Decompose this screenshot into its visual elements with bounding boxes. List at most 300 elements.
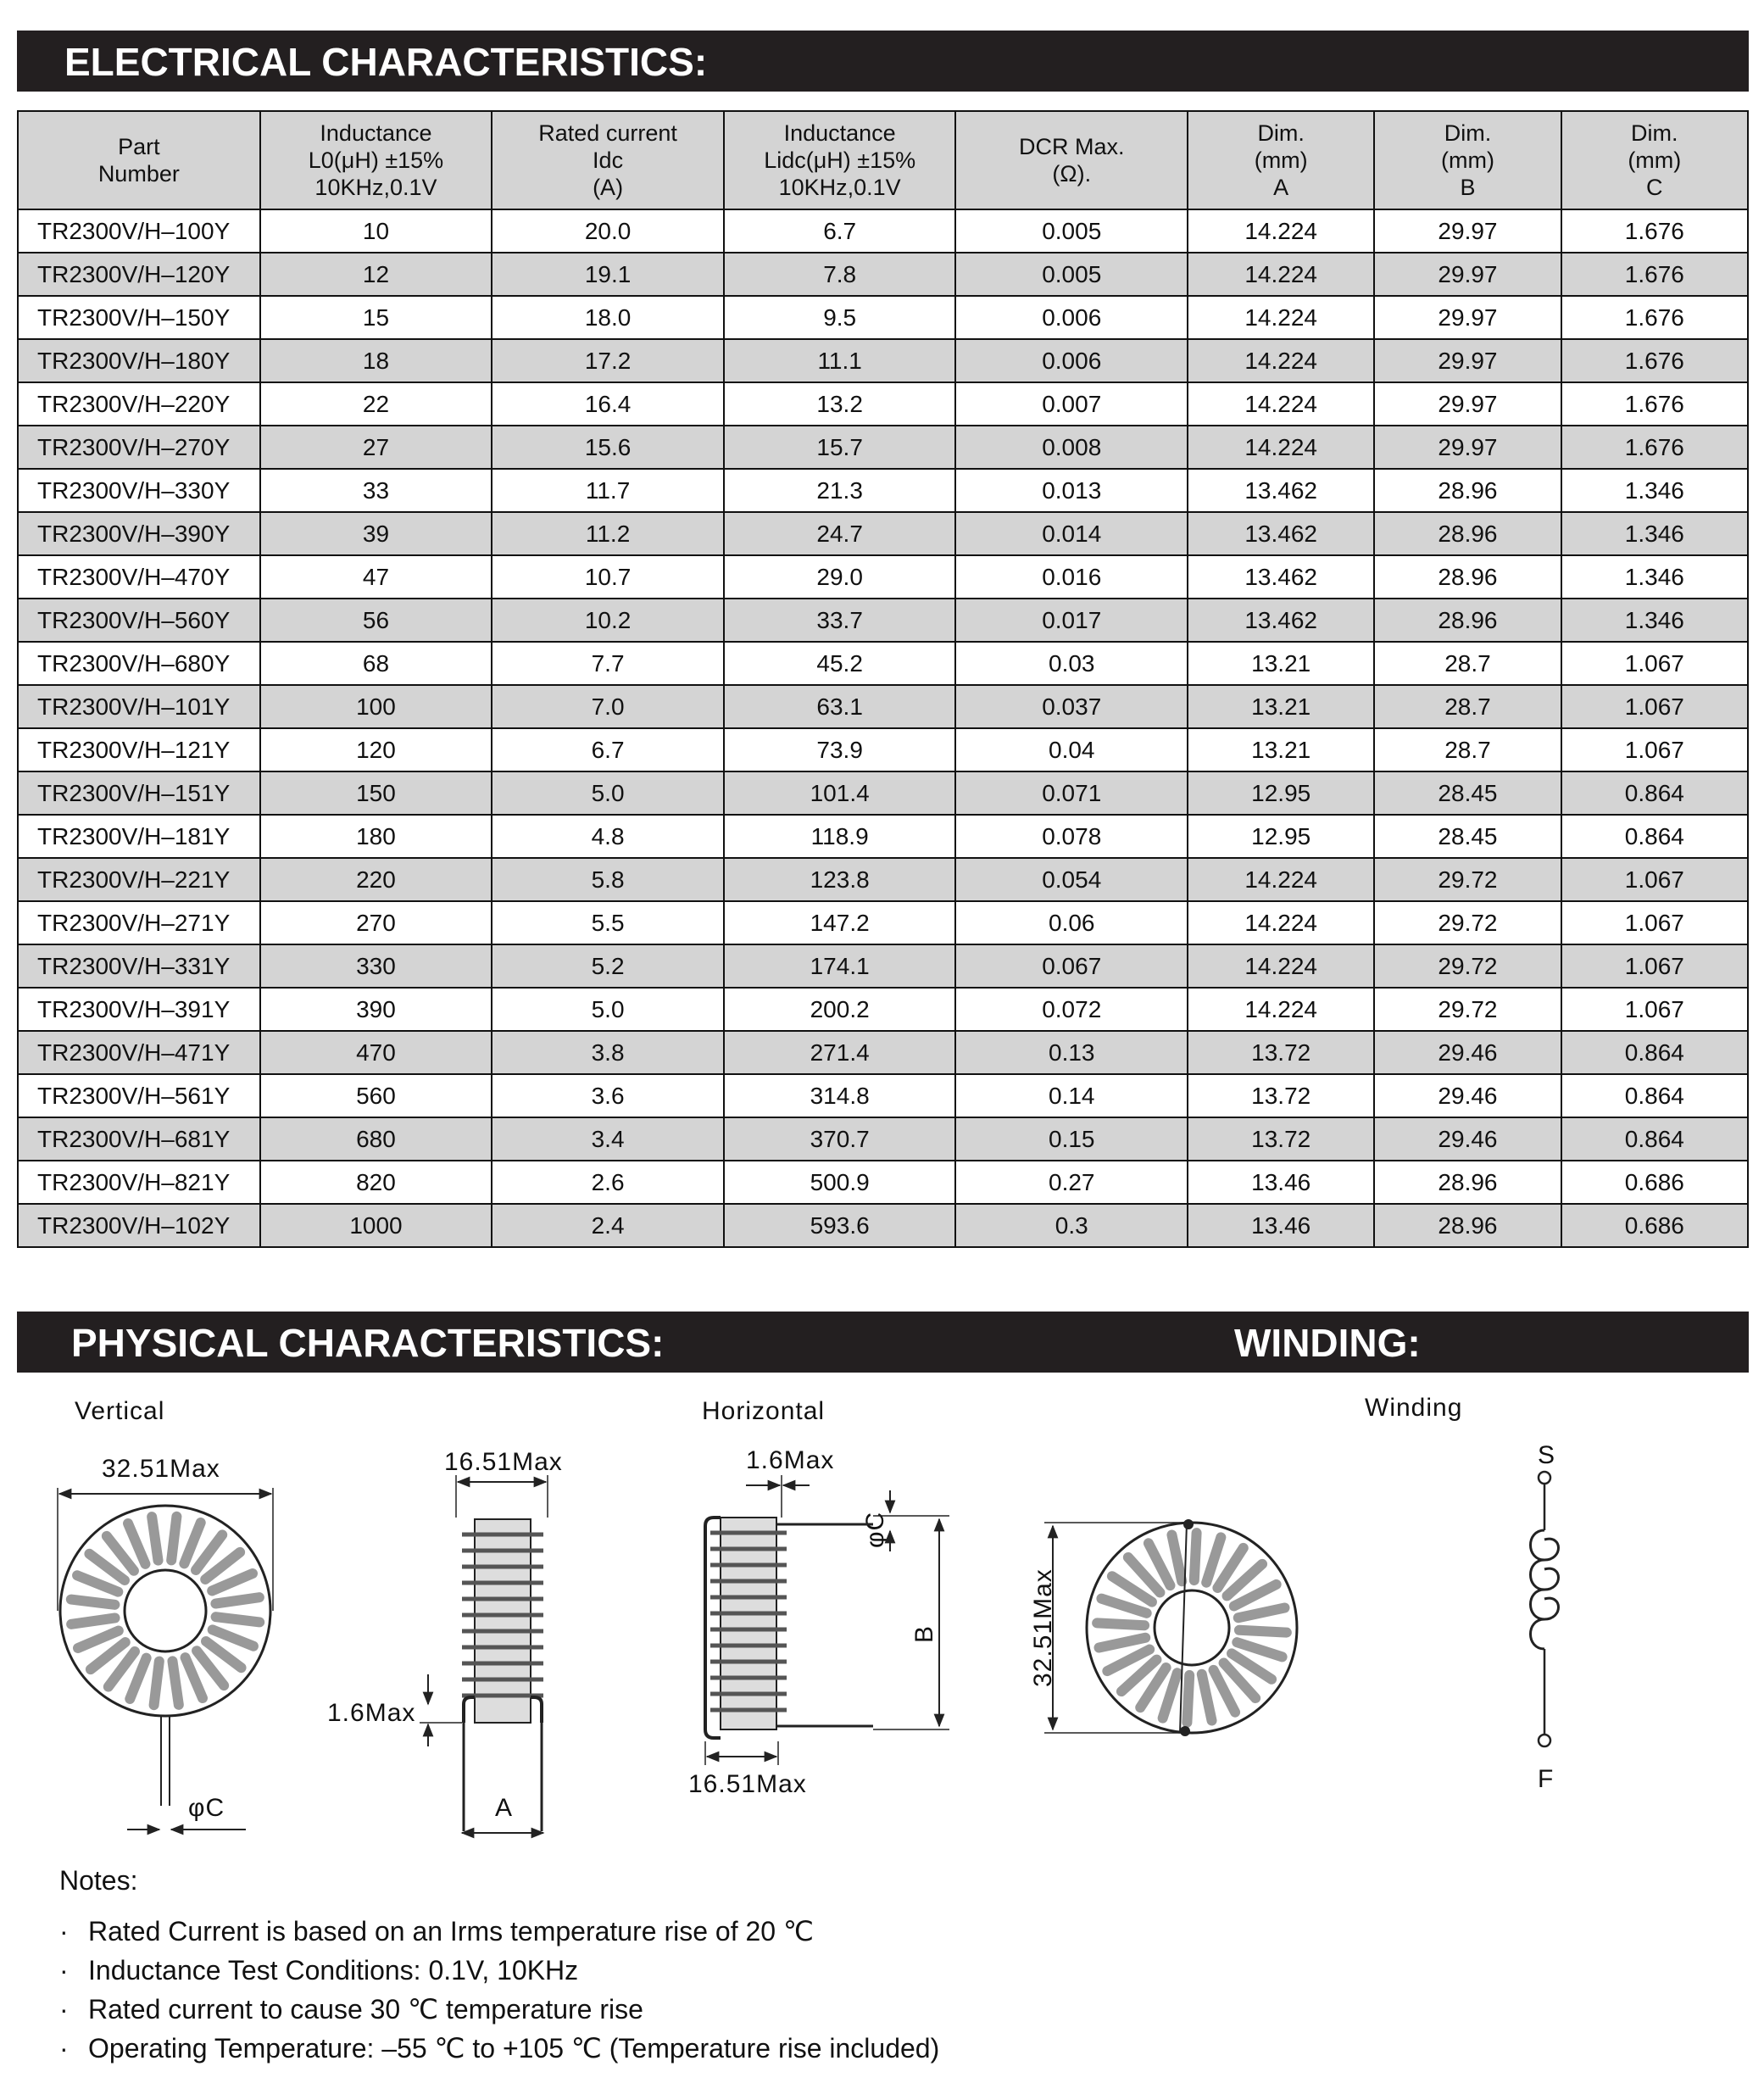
- table-cell: 3.4: [492, 1117, 724, 1161]
- winding-turn: [1194, 1533, 1197, 1580]
- part-number-cell: TR2300V/H–120Y: [18, 253, 260, 296]
- winding-turn: [184, 1523, 200, 1563]
- part-number-cell: TR2300V/H–821Y: [18, 1161, 260, 1204]
- header-line: (A): [593, 175, 624, 200]
- table-row: [18, 1031, 1748, 1074]
- table-cell: 0.864: [1561, 815, 1748, 858]
- table-cell: 174.1: [724, 944, 956, 988]
- table-cell: 13.21: [1188, 642, 1374, 685]
- note-item: [59, 1990, 939, 2029]
- header-line: L0(μH) ±15%: [308, 148, 444, 173]
- table-cell: 29.46: [1374, 1074, 1561, 1117]
- table-cell: 0.04: [955, 728, 1188, 771]
- vertical-toroid-front-drawing: [58, 1488, 273, 1830]
- vertical-toroid-side-drawing: [420, 1475, 548, 1833]
- table-cell: 12.95: [1188, 771, 1374, 815]
- table-cell: 33.7: [724, 599, 956, 642]
- table-cell: 593.6: [724, 1204, 956, 1247]
- table-cell: 29.97: [1374, 296, 1561, 339]
- header-line: Dim.: [1257, 120, 1305, 146]
- bullet-icon: ·: [59, 1916, 69, 1947]
- table-cell: 10.2: [492, 599, 724, 642]
- table-cell: 1.676: [1561, 426, 1748, 469]
- table-cell: 180: [260, 815, 492, 858]
- table-cell: 73.9: [724, 728, 956, 771]
- table-cell: 1.067: [1561, 901, 1748, 944]
- table-cell: 1.067: [1561, 642, 1748, 685]
- winding-turn: [171, 1517, 176, 1561]
- table-cell: 29.97: [1374, 209, 1561, 253]
- winding-schematic-drawing: [1531, 1472, 1559, 1746]
- part-number-cell: TR2300V/H–391Y: [18, 988, 260, 1031]
- winding-turn: [77, 1575, 118, 1591]
- table-cell: 100: [260, 685, 492, 728]
- part-number-cell: TR2300V/H–390Y: [18, 512, 260, 555]
- table-cell: 15.7: [724, 426, 956, 469]
- table-cell: 0.016: [955, 555, 1188, 599]
- header-line: (mm): [1440, 148, 1494, 173]
- table-cell: 0.686: [1561, 1204, 1748, 1247]
- table-cell: 10: [260, 209, 492, 253]
- table-cell: 14.224: [1188, 858, 1374, 901]
- table-cell: 0.067: [955, 944, 1188, 988]
- table-cell: 330: [260, 944, 492, 988]
- table-cell: 14.224: [1188, 944, 1374, 988]
- table-cell: 101.4: [724, 771, 956, 815]
- horizontal-toroid-front-drawing: [1044, 1520, 1297, 1735]
- header-cell: [1188, 111, 1374, 209]
- winding-turn: [128, 1523, 145, 1564]
- table-cell: 1.676: [1561, 253, 1748, 296]
- electrical-characteristics-table: [17, 110, 1749, 1248]
- header-line: A: [1273, 175, 1289, 200]
- table-cell: 0.005: [955, 209, 1188, 253]
- part-number-cell: TR2300V/H–181Y: [18, 815, 260, 858]
- table-cell: 28.96: [1374, 599, 1561, 642]
- vertical-width-label: 16.51Max: [444, 1448, 563, 1476]
- table-cell: 0.013: [955, 469, 1188, 512]
- table-cell: 1.067: [1561, 685, 1748, 728]
- table-cell: 68: [260, 642, 492, 685]
- table-cell: 28.7: [1374, 642, 1561, 685]
- table-cell: 13.72: [1188, 1117, 1374, 1161]
- winding-turn: [71, 1600, 115, 1605]
- table-cell: 29.97: [1374, 253, 1561, 296]
- table-cell: 6.7: [724, 209, 956, 253]
- header-cell: [1374, 111, 1561, 209]
- table-cell: 500.9: [724, 1161, 956, 1204]
- table-cell: 0.054: [955, 858, 1188, 901]
- part-number-cell: TR2300V/H–100Y: [18, 209, 260, 253]
- table-cell: 271.4: [724, 1031, 956, 1074]
- table-cell: 0.14: [955, 1074, 1188, 1117]
- table-cell: 1.676: [1561, 209, 1748, 253]
- winding-turn: [1202, 1674, 1212, 1721]
- table-cell: 13.21: [1188, 728, 1374, 771]
- table-cell: 28.96: [1374, 1204, 1561, 1247]
- table-cell: 0.008: [955, 426, 1188, 469]
- table-cell: 9.5: [724, 296, 956, 339]
- table-cell: 21.3: [724, 469, 956, 512]
- part-number-cell: TR2300V/H–471Y: [18, 1031, 260, 1074]
- table-row: [18, 426, 1748, 469]
- table-cell: 1.346: [1561, 469, 1748, 512]
- physical-diagrams: [0, 1382, 1764, 1857]
- physical-section-header: [17, 1312, 1749, 1373]
- table-cell: 29.72: [1374, 901, 1561, 944]
- table-row: [18, 1161, 1748, 1204]
- table-cell: 5.5: [492, 901, 724, 944]
- header-line: Inductance: [320, 120, 432, 146]
- table-cell: 118.9: [724, 815, 956, 858]
- table-cell: 4.8: [492, 815, 724, 858]
- table-cell: 29.72: [1374, 858, 1561, 901]
- table-cell: 18.0: [492, 296, 724, 339]
- table-cell: 0.864: [1561, 771, 1748, 815]
- note-text: Rated current to cause 30 ℃ temperature rise: [88, 1994, 643, 2025]
- note-text: Inductance Test Conditions: 0.1V, 10KHz: [88, 1955, 579, 1986]
- header-line: Lidc(μH) ±15%: [764, 148, 916, 173]
- table-cell: 0.014: [955, 512, 1188, 555]
- table-cell: 29.97: [1374, 382, 1561, 426]
- table-cell: 29.97: [1374, 339, 1561, 382]
- table-cell: 270: [260, 901, 492, 944]
- part-number-cell: TR2300V/H–180Y: [18, 339, 260, 382]
- table-cell: 1.067: [1561, 988, 1748, 1031]
- notes-list: [59, 1912, 939, 2068]
- table-cell: 0.072: [955, 988, 1188, 1031]
- header-line: (Ω).: [1052, 161, 1092, 187]
- table-cell: 29.46: [1374, 1117, 1561, 1161]
- table-cell: 20.0: [492, 209, 724, 253]
- part-number-cell: TR2300V/H–221Y: [18, 858, 260, 901]
- part-number-cell: TR2300V/H–470Y: [18, 555, 260, 599]
- header-line: 10KHz,0.1V: [778, 175, 901, 200]
- table-cell: 63.1: [724, 685, 956, 728]
- table-cell: 13.462: [1188, 469, 1374, 512]
- table-cell: 14.224: [1188, 426, 1374, 469]
- winding-title: Winding: [1365, 1394, 1463, 1422]
- table-row: [18, 1117, 1748, 1161]
- table-cell: 5.0: [492, 988, 724, 1031]
- table-cell: 29.97: [1374, 426, 1561, 469]
- header-cell: [18, 111, 260, 209]
- part-number-cell: TR2300V/H–331Y: [18, 944, 260, 988]
- table-cell: 1000: [260, 1204, 492, 1247]
- table-row: [18, 555, 1748, 599]
- horizontal-toroid-side-drawing: [705, 1475, 949, 1765]
- table-cell: 370.7: [724, 1117, 956, 1161]
- header-line: Number: [97, 161, 180, 187]
- table-cell: 1.067: [1561, 728, 1748, 771]
- note-text: Operating Temperature: –55 ℃ to +105 ℃ (Temperature rise included): [88, 2033, 940, 2064]
- notes-section: [59, 1865, 939, 2068]
- part-number-cell: TR2300V/H–271Y: [18, 901, 260, 944]
- table-cell: 13.21: [1188, 685, 1374, 728]
- header-line: Part: [118, 134, 160, 159]
- table-cell: 13.46: [1188, 1161, 1374, 1204]
- table-cell: 0.06: [955, 901, 1188, 944]
- vertical-lead-label: 1.6Max: [327, 1699, 416, 1727]
- vertical-diameter-label: 32.51Max: [102, 1455, 220, 1483]
- table-cell: 56: [260, 599, 492, 642]
- table-row: [18, 296, 1748, 339]
- table-cell: 29.72: [1374, 944, 1561, 988]
- table-cell: 16.4: [492, 382, 724, 426]
- note-text: Rated Current is based on an Irms temperature rise of 20 ℃: [88, 1916, 814, 1947]
- winding-turn: [1237, 1642, 1282, 1657]
- table-cell: 28.96: [1374, 555, 1561, 599]
- table-cell: 1.067: [1561, 944, 1748, 988]
- part-number-cell: TR2300V/H–150Y: [18, 296, 260, 339]
- winding-turn: [154, 1662, 159, 1706]
- header-line: B: [1460, 175, 1476, 200]
- table-cell: 45.2: [724, 642, 956, 685]
- table-cell: 13.2: [724, 382, 956, 426]
- winding-finish-label: F: [1538, 1765, 1555, 1793]
- winding-turn: [212, 1573, 253, 1590]
- table-cell: 0.078: [955, 815, 1188, 858]
- diagram-drawings: [0, 1382, 1764, 1857]
- table-cell: 0.864: [1561, 1031, 1748, 1074]
- winding-turn: [1099, 1638, 1146, 1648]
- vertical-a-label: A: [495, 1794, 514, 1822]
- table-cell: 10.7: [492, 555, 724, 599]
- header-line: Dim.: [1631, 120, 1678, 146]
- table-cell: 1.067: [1561, 858, 1748, 901]
- horizontal-lead-label: 1.6Max: [746, 1446, 835, 1474]
- table-cell: 0.864: [1561, 1074, 1748, 1117]
- header-line: Inductance: [783, 120, 896, 146]
- table-cell: 27: [260, 426, 492, 469]
- table-cell: 5.0: [492, 771, 724, 815]
- table-cell: 13.462: [1188, 512, 1374, 555]
- winding-turn: [1101, 1599, 1146, 1613]
- table-cell: 200.2: [724, 988, 956, 1031]
- table-cell: 7.8: [724, 253, 956, 296]
- table-cell: 560: [260, 1074, 492, 1117]
- winding-turn: [1163, 1673, 1177, 1718]
- table-cell: 22: [260, 382, 492, 426]
- header-cell: [1561, 111, 1748, 209]
- notes-title: Notes:: [59, 1865, 138, 1896]
- table-cell: 0.3: [955, 1204, 1188, 1247]
- table-cell: 5.8: [492, 858, 724, 901]
- table-cell: 17.2: [492, 339, 724, 382]
- table-row: [18, 512, 1748, 555]
- winding-turn: [1238, 1607, 1285, 1618]
- winding-turn: [130, 1658, 146, 1699]
- table-cell: 0.864: [1561, 1117, 1748, 1161]
- part-number-cell: TR2300V/H–101Y: [18, 685, 260, 728]
- winding-turn: [213, 1629, 253, 1646]
- table-cell: 14.224: [1188, 209, 1374, 253]
- part-number-cell: TR2300V/H–270Y: [18, 426, 260, 469]
- electrical-section-title: ELECTRICAL CHARACTERISTICS:: [64, 40, 708, 84]
- part-number-cell: TR2300V/H–220Y: [18, 382, 260, 426]
- table-cell: 1.676: [1561, 382, 1748, 426]
- table-cell: 28.96: [1374, 1161, 1561, 1204]
- table-cell: 14.224: [1188, 339, 1374, 382]
- horizontal-title: Horizontal: [702, 1397, 826, 1425]
- table-cell: 12: [260, 253, 492, 296]
- horizontal-phi-c-label: φC: [861, 1511, 889, 1548]
- table-row: [18, 685, 1748, 728]
- table-cell: 11.2: [492, 512, 724, 555]
- note-item: [59, 1951, 939, 1990]
- horizontal-diameter-label: 32.51Max: [1029, 1568, 1057, 1687]
- table-cell: 28.7: [1374, 685, 1561, 728]
- vertical-title: Vertical: [75, 1397, 165, 1425]
- bullet-icon: ·: [59, 1994, 69, 2025]
- winding-turn: [216, 1617, 260, 1622]
- table-cell: 13.72: [1188, 1031, 1374, 1074]
- table-row: [18, 1204, 1748, 1247]
- table-cell: 13.46: [1188, 1204, 1374, 1247]
- table-cell: 14.224: [1188, 988, 1374, 1031]
- table-row: [18, 858, 1748, 901]
- table-row: [18, 1074, 1748, 1117]
- winding-section-title: WINDING:: [1234, 1321, 1421, 1365]
- table-body: [18, 209, 1748, 1247]
- note-item: [59, 1912, 939, 1951]
- table-cell: 39: [260, 512, 492, 555]
- table-cell: 150: [260, 771, 492, 815]
- table-cell: 0.13: [955, 1031, 1188, 1074]
- table-cell: 0.006: [955, 296, 1188, 339]
- table-row: [18, 944, 1748, 988]
- winding-turn: [1206, 1537, 1221, 1582]
- table-cell: 13.462: [1188, 555, 1374, 599]
- table-cell: 28.96: [1374, 512, 1561, 555]
- horizontal-b-label: B: [910, 1624, 938, 1643]
- part-number-cell: TR2300V/H–121Y: [18, 728, 260, 771]
- table-header-row: [18, 111, 1748, 209]
- table-cell: 390: [260, 988, 492, 1031]
- winding-turn: [1171, 1535, 1182, 1582]
- table-row: [18, 339, 1748, 382]
- winding-start-label: S: [1538, 1441, 1556, 1469]
- table-row: [18, 382, 1748, 426]
- table-row: [18, 599, 1748, 642]
- table-row: [18, 901, 1748, 944]
- winding-turn: [186, 1657, 203, 1698]
- table-cell: 0.15: [955, 1117, 1188, 1161]
- table-cell: 28.7: [1374, 728, 1561, 771]
- table-cell: 314.8: [724, 1074, 956, 1117]
- table-cell: 220: [260, 858, 492, 901]
- table-cell: 11.7: [492, 469, 724, 512]
- table-cell: 14.224: [1188, 296, 1374, 339]
- header-cell: [955, 111, 1188, 209]
- header-line: Rated current: [538, 120, 677, 146]
- table-cell: 13.72: [1188, 1074, 1374, 1117]
- table-cell: 14.224: [1188, 901, 1374, 944]
- table-row: [18, 728, 1748, 771]
- table-cell: 123.8: [724, 858, 956, 901]
- table-cell: 29.0: [724, 555, 956, 599]
- vertical-phi-c-label: φC: [188, 1794, 225, 1822]
- table-cell: 0.686: [1561, 1161, 1748, 1204]
- table-cell: 5.2: [492, 944, 724, 988]
- table-row: [18, 815, 1748, 858]
- winding-turn: [1187, 1675, 1189, 1723]
- table-row: [18, 771, 1748, 815]
- table-cell: 11.1: [724, 339, 956, 382]
- table-cell: 15.6: [492, 426, 724, 469]
- header-line: C: [1646, 175, 1663, 200]
- table-cell: 13.462: [1188, 599, 1374, 642]
- table-cell: 147.2: [724, 901, 956, 944]
- table-cell: 120: [260, 728, 492, 771]
- header-line: Dim.: [1444, 120, 1492, 146]
- table-cell: 3.6: [492, 1074, 724, 1117]
- table-cell: 3.8: [492, 1031, 724, 1074]
- table-cell: 28.45: [1374, 771, 1561, 815]
- part-number-cell: TR2300V/H–330Y: [18, 469, 260, 512]
- winding-turn: [152, 1517, 158, 1560]
- table-cell: 0.005: [955, 253, 1188, 296]
- table-cell: 2.6: [492, 1161, 724, 1204]
- table-cell: 18: [260, 339, 492, 382]
- part-number-cell: TR2300V/H–680Y: [18, 642, 260, 685]
- table-cell: 0.03: [955, 642, 1188, 685]
- winding-turn: [78, 1631, 119, 1648]
- table-cell: 19.1: [492, 253, 724, 296]
- part-number-cell: TR2300V/H–681Y: [18, 1117, 260, 1161]
- horizontal-width-label: 16.51Max: [688, 1770, 807, 1798]
- table-cell: 470: [260, 1031, 492, 1074]
- header-line: (mm): [1628, 148, 1682, 173]
- note-item: [59, 2029, 939, 2068]
- part-number-cell: TR2300V/H–560Y: [18, 599, 260, 642]
- table-row: [18, 642, 1748, 685]
- table-row: [18, 209, 1748, 253]
- table-cell: 820: [260, 1161, 492, 1204]
- bullet-icon: ·: [59, 1955, 69, 1986]
- header-cell: [260, 111, 492, 209]
- table-cell: 14.224: [1188, 253, 1374, 296]
- table-cell: 1.346: [1561, 599, 1748, 642]
- winding-turn: [172, 1661, 178, 1704]
- table-cell: 12.95: [1188, 815, 1374, 858]
- table-row: [18, 253, 1748, 296]
- part-number-cell: TR2300V/H–561Y: [18, 1074, 260, 1117]
- table-cell: 47: [260, 555, 492, 599]
- winding-turn: [1097, 1623, 1144, 1625]
- bullet-icon: ·: [59, 2033, 69, 2064]
- table-row: [18, 988, 1748, 1031]
- winding-turn: [215, 1597, 259, 1603]
- part-number-cell: TR2300V/H–102Y: [18, 1204, 260, 1247]
- winding-turn: [71, 1618, 114, 1624]
- table-cell: 29.46: [1374, 1031, 1561, 1074]
- table-cell: 2.4: [492, 1204, 724, 1247]
- table-cell: 29.72: [1374, 988, 1561, 1031]
- table-cell: 15: [260, 296, 492, 339]
- electrical-section-header: [17, 31, 1749, 92]
- table-cell: 24.7: [724, 512, 956, 555]
- table-cell: 28.45: [1374, 815, 1561, 858]
- physical-section-title: PHYSICAL CHARACTERISTICS:: [71, 1321, 665, 1365]
- table-cell: 28.96: [1374, 469, 1561, 512]
- table-cell: 0.071: [955, 771, 1188, 815]
- table-cell: 1.346: [1561, 555, 1748, 599]
- table-cell: 1.676: [1561, 296, 1748, 339]
- table-cell: 33: [260, 469, 492, 512]
- winding-turn: [1239, 1630, 1287, 1633]
- table-cell: 0.017: [955, 599, 1188, 642]
